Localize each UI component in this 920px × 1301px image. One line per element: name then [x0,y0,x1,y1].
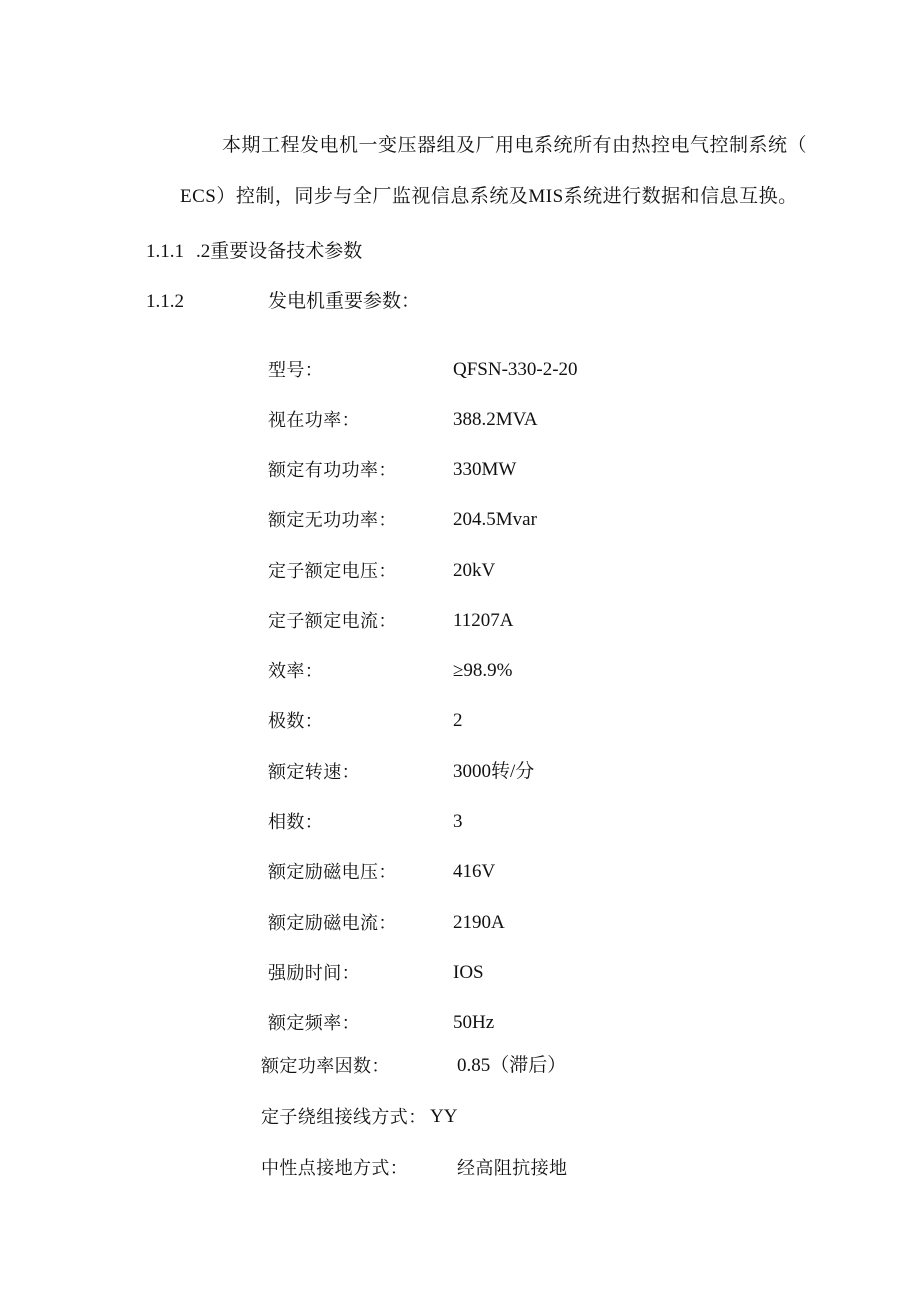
param-label: 额定励磁电流： [268,913,397,933]
param-value: 330MW [453,459,517,480]
param-value: 2 [453,710,463,731]
param-value: 3000转/分 [453,761,535,782]
param-label: 额定有功功率： [268,460,397,480]
param-value: ≥98.9% [453,660,513,681]
param-value: 2190A [453,912,505,933]
section-number: 1.1.1 [146,241,184,262]
param-label: 中性点接地方式： [261,1158,409,1178]
section-heading-1 [146,240,362,264]
param-value: 0.85（滞后） [457,1055,567,1076]
param-value: 20kV [453,560,496,581]
param-label: 型号： [268,360,324,380]
param-label: 定子额定电流： [268,611,397,631]
section-title: 发电机重要参数： [268,291,421,312]
param-label: 强励时间： [268,963,360,983]
param-label: 定子绕组接线方式： [261,1107,427,1127]
param-label: 额定励磁电压： [268,862,397,882]
param-value: 3 [453,811,463,832]
section-number: 1.1.2 [146,291,184,312]
param-label: 效率： [268,661,324,681]
param-value: 11207A [453,610,514,631]
param-value: IOS [453,962,484,983]
param-value: 50Hz [453,1012,495,1033]
param-label: 额定无功功率： [268,510,397,530]
param-value: YY [430,1106,458,1127]
intro-paragraph-line-2: ECS）控制，同步与全厂监视信息系统及MIS系统进行数据和信息互换。 [180,186,798,207]
param-label: 额定频率： [268,1013,360,1033]
param-value: 经高阻抗接地 [457,1158,568,1178]
param-label: 视在功率： [268,410,360,430]
param-value: QFSN-330-2-20 [453,359,578,380]
param-label: 额定功率因数： [261,1056,390,1076]
section-title: .2重要设备技术参数 [196,241,363,262]
section-heading-2 [146,290,184,314]
param-value: 416V [453,861,496,882]
intro-paragraph-line-1: 本期工程发电机一变压器组及厂用电系统所有由热控电气控制系统（ [222,135,808,156]
param-label: 相数： [268,812,324,832]
param-label: 极数： [268,711,324,731]
param-label: 额定转速： [268,762,360,782]
param-value: 388.2MVA [453,409,538,430]
param-label: 定子额定电压： [268,561,397,581]
param-value: 204.5Mvar [453,509,537,530]
